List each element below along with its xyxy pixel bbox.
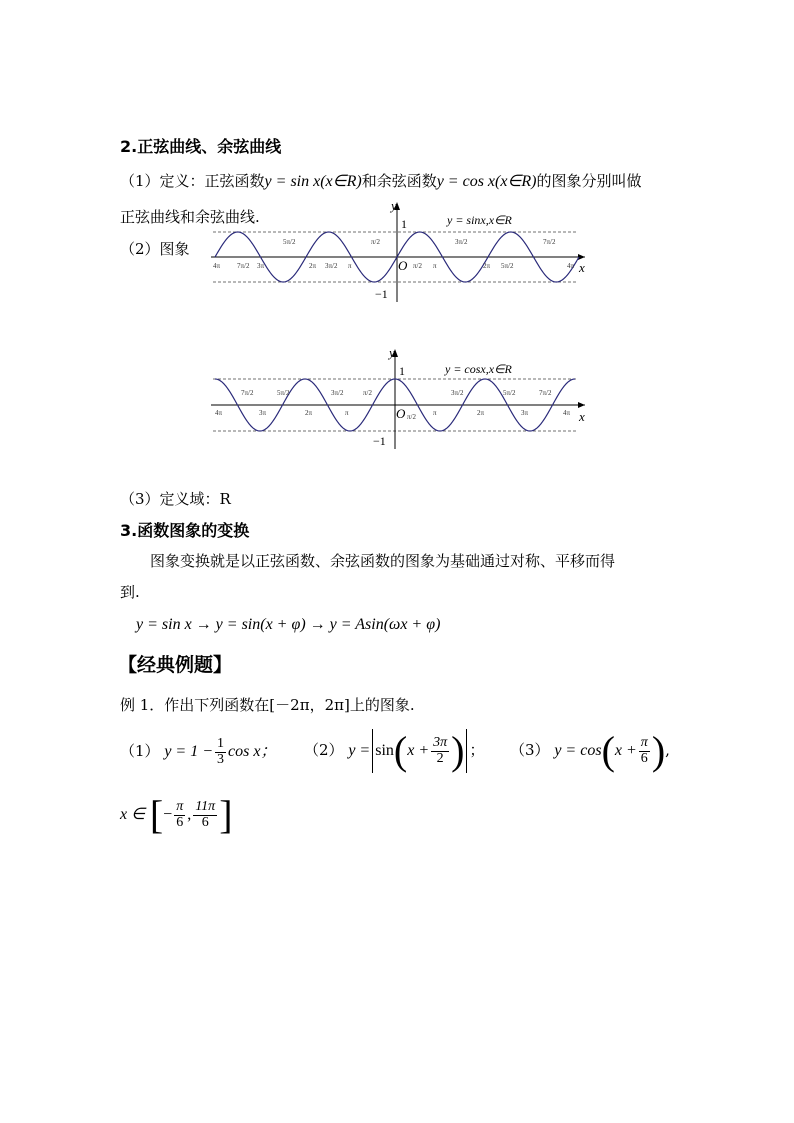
item1-numerator: 1 (217, 735, 225, 751)
item3-fraction (639, 736, 650, 766)
domain-fraction-1 (174, 800, 185, 830)
cosine-tick-upper: 5π/2 (277, 389, 290, 397)
cosine-y-label: y (389, 345, 395, 360)
item1-label: （1） (120, 742, 160, 760)
transform-formula: y = sin x → y = sin(x + φ) → y = Asin(ωx + φ) (136, 616, 441, 633)
cosine-tick-lower: π/2 (407, 413, 416, 421)
item1-lhs: y = 1 − (164, 743, 214, 760)
sin-definition-formula: y = sin x(x∈R) (264, 173, 362, 190)
domain-fraction-2 (193, 800, 217, 830)
sine-tick-upper: 5π/2 (283, 238, 296, 246)
cosine-tick-lower: 2π (477, 409, 485, 417)
definition-line-1 (120, 170, 642, 191)
item1-denominator: 3 (217, 751, 225, 767)
sine-tick-lower: 3π (257, 262, 265, 270)
cosine-x-label: x (579, 409, 585, 424)
cosine-origin-label: O (396, 406, 406, 421)
item1-fraction (215, 737, 226, 767)
domain-lhs: x ∈ (120, 806, 146, 823)
example-1-item-3 (510, 724, 670, 776)
item2-label: （2） (304, 741, 344, 759)
item2-abs-right (466, 729, 467, 773)
section-heading-3: 3.函数图象的变换 (120, 521, 250, 540)
item2-paren-left: ( (393, 728, 408, 773)
section-heading-2: 2.正弦曲线、余弦曲线 (120, 137, 282, 156)
cosine-tick-upper: 5π/2 (503, 389, 516, 397)
sine-tick-upper: 3π/2 (455, 238, 468, 246)
domain-numerator-1: π (176, 798, 184, 814)
cosine-tick-lower: 3π (521, 409, 529, 417)
sine-tick-lower: π (348, 262, 352, 270)
domain-bracket-right: ] (219, 792, 233, 837)
cosine-tick-upper: 3π/2 (331, 389, 344, 397)
domain-denominator-2: 6 (201, 814, 209, 830)
item2-end: ； (469, 741, 485, 759)
item3-domain (120, 790, 233, 838)
sine-origin-label: O (398, 258, 408, 273)
sine-tick-lower: 2π (309, 262, 317, 270)
domain-comma: , (187, 806, 192, 823)
sine-title: y = sinx,x∈R (447, 213, 512, 227)
item3-numerator: π (640, 734, 648, 750)
sine-tick-lower: 4π (567, 262, 575, 270)
item2-inner: x + (407, 742, 430, 759)
sine-tick-upper: 7π/2 (543, 238, 556, 246)
item2-fraction (431, 736, 449, 766)
sine-tick-lower: 3π/2 (325, 262, 338, 270)
cos-definition-formula: y = cos x(x∈R) (436, 173, 537, 190)
cosine-neg-one-label: −1 (373, 434, 386, 448)
cosine-tick-lower: 4π (215, 409, 223, 417)
sine-tick-lower: 2π (483, 262, 491, 270)
cosine-title: y = cosx,x∈R (445, 362, 512, 376)
sine-tick-lower: 7π/2 (237, 262, 250, 270)
domain-bracket-left: [ (149, 792, 164, 837)
cosine-one-label: 1 (399, 364, 405, 378)
item3-lhs: y = cos (554, 742, 602, 759)
cosine-tick-lower: π (345, 409, 349, 417)
cosine-tick-lower: 4π (563, 409, 571, 417)
item1-rhs: cos x； (228, 743, 277, 760)
cosine-tick-lower: 3π (259, 409, 267, 417)
cosine-graph (205, 345, 605, 457)
domain-denominator-1: 6 (176, 814, 184, 830)
item3-paren-right: ) (651, 728, 666, 773)
item2-numerator: 3π (433, 734, 448, 750)
item2-abs-left (372, 729, 373, 773)
sine-tick-lower: π/2 (413, 262, 422, 270)
sine-y-label: y (391, 198, 397, 213)
definition-line-2: 正弦曲线和余弦曲线. (120, 208, 260, 226)
definition-suffix: 的图象分别叫做 (536, 172, 642, 190)
sine-neg-one-label: −1 (375, 287, 388, 301)
sine-tick-lower: 5π/2 (501, 262, 514, 270)
sine-x-label: x (579, 260, 585, 275)
example-1-item-1 (120, 728, 276, 774)
sine-graph (205, 198, 605, 310)
item3-denominator: 6 (640, 750, 648, 766)
cosine-tick-upper: π/2 (363, 389, 372, 397)
cosine-tick-upper: 7π/2 (241, 389, 254, 397)
examples-heading: 【经典例题】 (118, 654, 233, 676)
cosine-tick-lower: π (433, 409, 437, 417)
item2-sin: sin (375, 742, 394, 759)
definition-mid: 和余弦函数 (361, 172, 437, 190)
example-1-text: 例 1．作出下列函数在[－2π，2π]上的图象. (120, 696, 415, 714)
item2-denominator: 2 (436, 750, 444, 766)
sine-tick-upper: π/2 (371, 238, 380, 246)
cosine-tick-upper: 7π/2 (539, 389, 552, 397)
domain-line: （3）定义域：R (120, 490, 231, 508)
item3-inner: x + (614, 742, 637, 759)
cosine-x-arrow (578, 402, 585, 408)
item3-end: , (665, 741, 670, 759)
cosine-tick-lower: 2π (305, 409, 313, 417)
section3-text-line-2: 到. (120, 583, 140, 601)
graph-label: （2）图象 (120, 240, 190, 258)
item3-paren-left: ( (601, 728, 615, 773)
sine-one-label: 1 (401, 217, 407, 231)
section3-text-line-1: 图象变换就是以正弦函数、余弦函数的图象为基础通过对称、平移而得 (150, 552, 616, 570)
item2-paren-right: ) (451, 728, 465, 773)
domain-minus: − (163, 806, 173, 823)
definition-prefix: （1）定义：正弦函数 (120, 172, 265, 190)
item3-label: （3） (510, 741, 550, 759)
cosine-tick-upper: 3π/2 (451, 389, 464, 397)
sine-tick-lower: 4π (213, 262, 221, 270)
sine-tick-lower: π (433, 262, 437, 270)
example-1-item-2 (304, 724, 485, 776)
item2-lhs: y = (348, 742, 371, 759)
domain-numerator-2: 11π (195, 798, 216, 814)
